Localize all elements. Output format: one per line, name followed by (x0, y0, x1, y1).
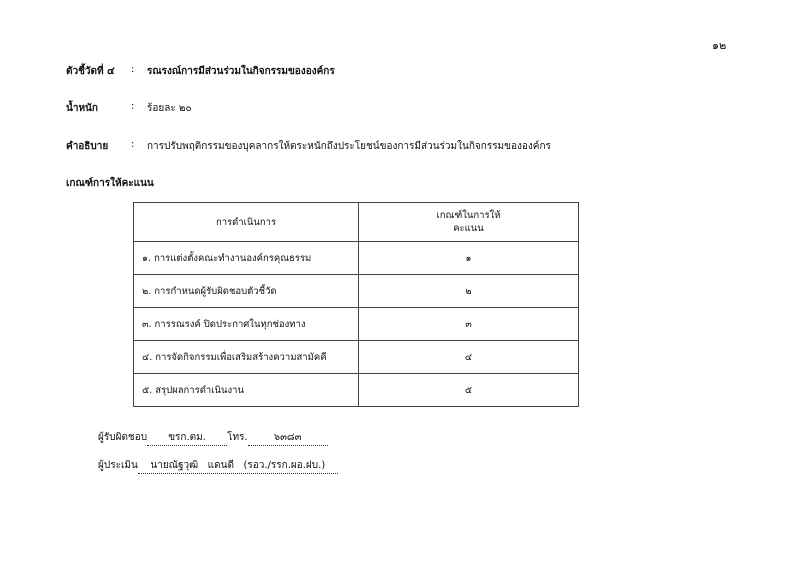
table-row (134, 242, 579, 275)
weight-label: น้ำหนัก (66, 103, 98, 114)
assessor-label: ผู้ประเมิน (98, 460, 138, 471)
description-colon: : (131, 139, 135, 150)
phone-label: โทร. (227, 432, 248, 443)
row-score: ๔ (359, 341, 579, 374)
description-label: คำอธิบาย (66, 141, 109, 152)
header-action: การดำเนินการ (134, 203, 359, 242)
row-score: ๑ (359, 242, 579, 275)
weight-colon: : (131, 101, 135, 112)
header-score: เกณฑ์ในการให้ คะแนน (359, 203, 579, 242)
page-number: ๑๒ (712, 39, 727, 52)
row-action: ๒. การกำหนดผู้รับผิดชอบตัวชี้วัด (134, 275, 359, 308)
indicator-label: ตัวชี้วัดที่ ๔ (66, 66, 115, 77)
row-score: ๕ (359, 374, 579, 407)
table-row (134, 308, 579, 341)
indicator-colon: : (131, 64, 135, 75)
row-score: ๒ (359, 275, 579, 308)
assessor-value: นายณัฐวุฒิ แดนดี (รอว./รรก.ผอ.ฝบ.) (138, 458, 338, 474)
table-header-row (134, 203, 579, 242)
score-table (133, 202, 579, 407)
weight-value: ร้อยละ ๒๐ (147, 103, 192, 114)
row-action: ๑. การแต่งตั้งคณะทำงานองค์กรคุณธรรม (134, 242, 359, 275)
responsible-line (98, 430, 328, 446)
phone-value: ๖๓๘๓ (248, 430, 328, 446)
indicator-value: รณรงณ์การมีส่วนร่วมในกิจกรรมขององค์กร (147, 66, 335, 77)
row-action: ๔. การจัดกิจกรรมเพื่อเสริมสร้างความสามัคคี (134, 341, 359, 374)
description-value: การปรับพฤติกรรมของบุคลากรให้ตระหนักถึงประโยชน์ของการมีส่วนร่วมในกิจกรรมขององค์กร (147, 141, 551, 152)
responsible-label: ผู้รับผิดชอบ (98, 432, 148, 443)
assessor-line (98, 458, 338, 474)
row-action: ๕. สรุปผลการดำเนินงาน (134, 374, 359, 407)
table-row (134, 374, 579, 407)
responsible-value: ขรก.ตม. (147, 430, 227, 446)
criteria-heading: เกณฑ์การให้คะแนน (66, 178, 154, 189)
row-score: ๓ (359, 308, 579, 341)
table-row (134, 341, 579, 374)
table-row (134, 275, 579, 308)
row-action: ๓. การรณรงค์ ปิดประกาศในทุกช่องทาง (134, 308, 359, 341)
